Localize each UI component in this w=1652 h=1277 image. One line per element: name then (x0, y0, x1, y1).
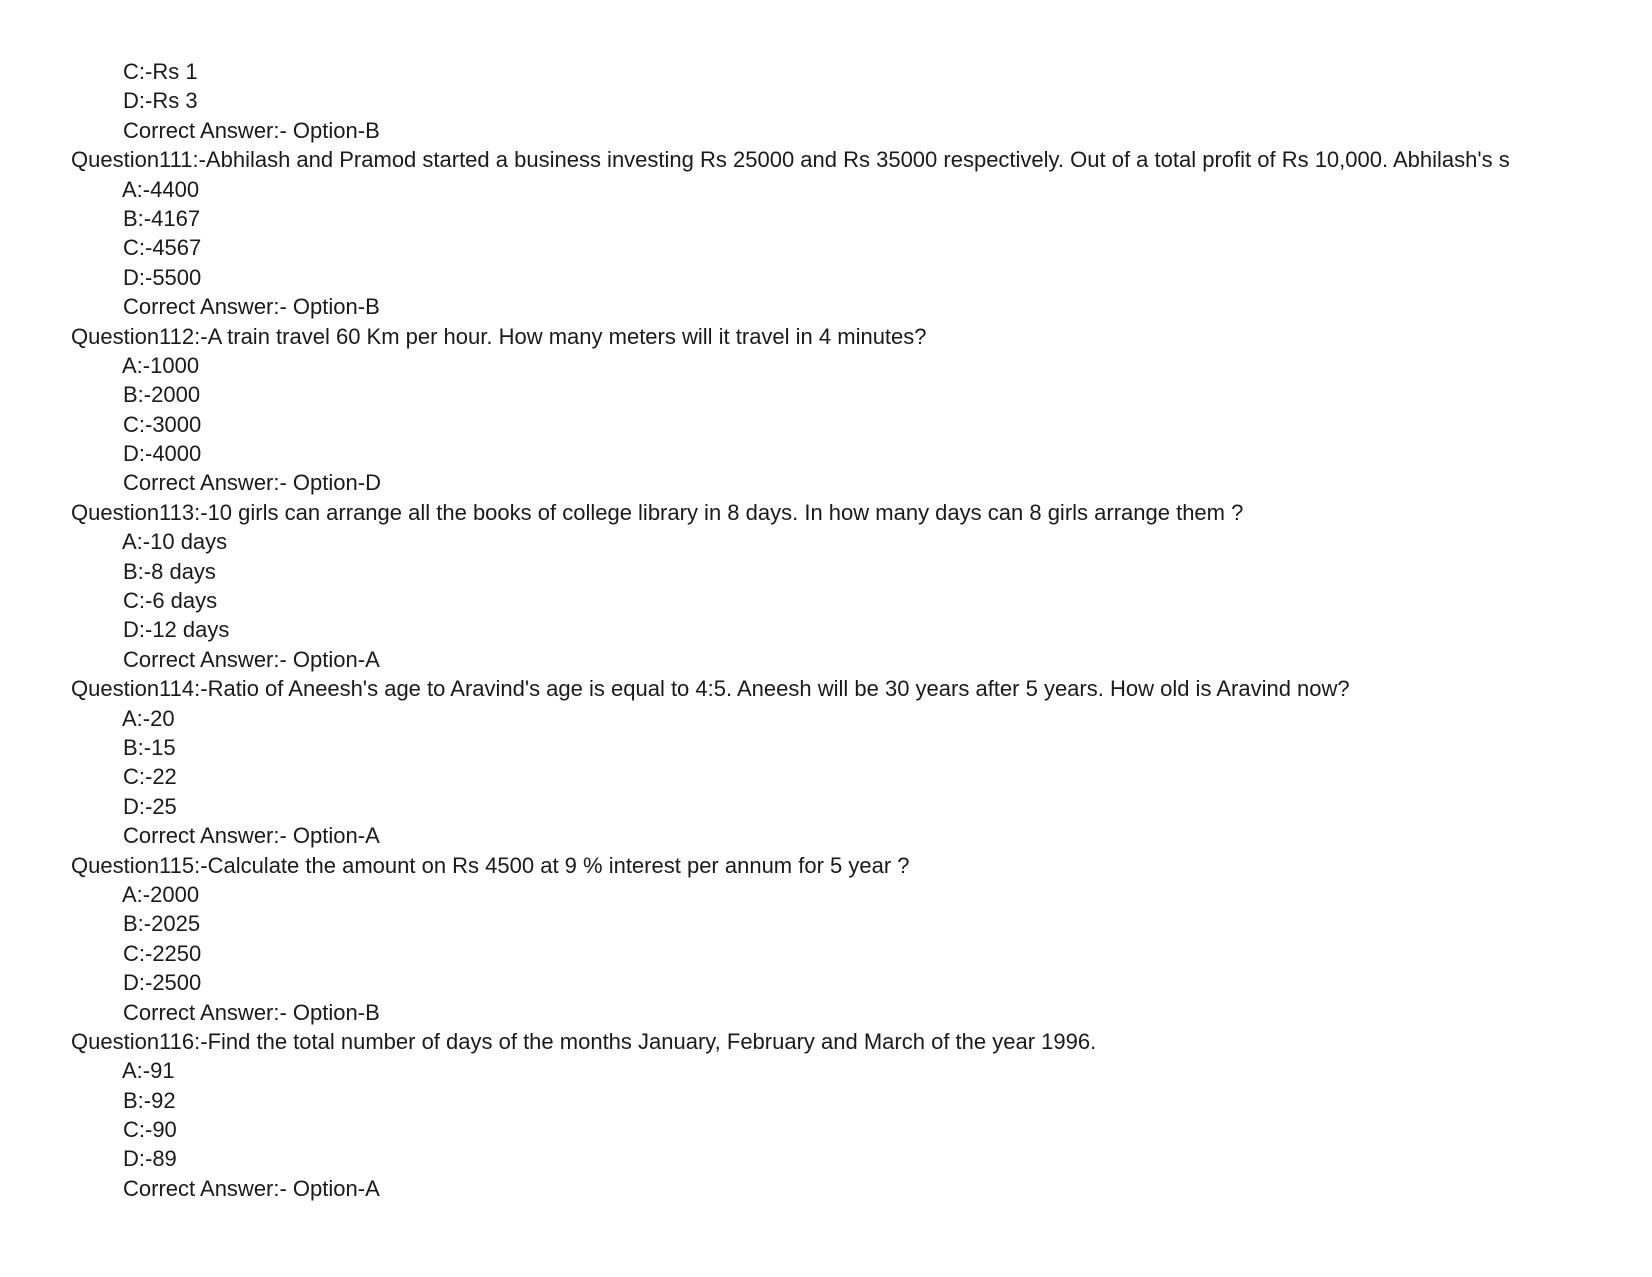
correct-answer: Correct Answer:- Option-B (123, 999, 380, 1025)
option-c: C:-22 (123, 764, 177, 790)
option-d: D:-2500 (123, 970, 202, 996)
question-block (0, 498, 1612, 674)
question-block (0, 674, 1612, 850)
option-c: C:-3000 (123, 411, 202, 437)
question-block (0, 1027, 1612, 1203)
correct-answer: Correct Answer:- Option-B (123, 294, 380, 320)
document-page (0, 57, 1612, 1203)
question-text: Question112:-A train travel 60 Km per hour. How many meters will it travel in 4 minutes? (71, 323, 927, 349)
option-b: B:-2000 (123, 382, 201, 408)
option-a: A:-20 (122, 705, 175, 731)
correct-answer: Correct Answer:- Option-D (123, 470, 381, 496)
option-d: D:-25 (123, 793, 177, 819)
option-a: A:-1000 (122, 352, 200, 378)
option-c: C:-Rs 1 (123, 59, 198, 84)
option-c: C:-90 (123, 1117, 177, 1143)
option-d: D:-12 days (123, 617, 230, 643)
question-block (0, 322, 1612, 498)
question-block (0, 145, 1612, 321)
correct-answer: Correct Answer:- Option-B (123, 117, 380, 143)
question-text: Question111:-Abhilash and Pramod started a business investing Rs 25000 and Rs 35000 respectively. Out of a total profit of Rs 10,000. Abhilash's s (71, 147, 1510, 173)
option-a: A:-10 days (122, 529, 228, 555)
continued-question (0, 57, 1612, 145)
option-c: C:-4567 (123, 235, 202, 261)
option-d: D:-4000 (123, 441, 202, 467)
option-a: A:-4400 (122, 176, 200, 202)
option-b: B:-8 days (123, 558, 216, 584)
option-a: A:-91 (122, 1058, 175, 1084)
option-b: B:-92 (123, 1087, 176, 1113)
option-a: A:-2000 (122, 881, 200, 907)
question-text: Question115:-Calculate the amount on Rs 4500 at 9 % interest per annum for 5 year ? (71, 852, 910, 878)
option-c: C:-6 days (123, 588, 218, 614)
correct-answer: Correct Answer:- Option-A (123, 1175, 380, 1201)
question-list (0, 145, 1612, 1203)
option-b: B:-15 (123, 734, 176, 760)
correct-answer: Correct Answer:- Option-A (123, 646, 380, 672)
question-text: Question116:-Find the total number of days of the months January, February and March of the year 1996. (71, 1028, 1097, 1054)
option-d: D:-Rs 3 (123, 88, 198, 114)
option-b: B:-2025 (123, 911, 201, 937)
question-text: Question114:-Ratio of Aneesh's age to Aravind's age is equal to 4:5. Aneesh will be 30 years after 5 years. How old is Aravind now? (71, 676, 1350, 702)
question-text: Question113:-10 girls can arrange all the books of college library in 8 days. In how many days can 8 girls arrange them ? (71, 499, 1244, 525)
question-block (0, 851, 1612, 1027)
correct-answer: Correct Answer:- Option-A (123, 823, 380, 849)
option-d: D:-5500 (123, 264, 202, 290)
option-c: C:-2250 (123, 940, 202, 966)
option-b: B:-4167 (123, 205, 201, 231)
option-d: D:-89 (123, 1146, 177, 1172)
